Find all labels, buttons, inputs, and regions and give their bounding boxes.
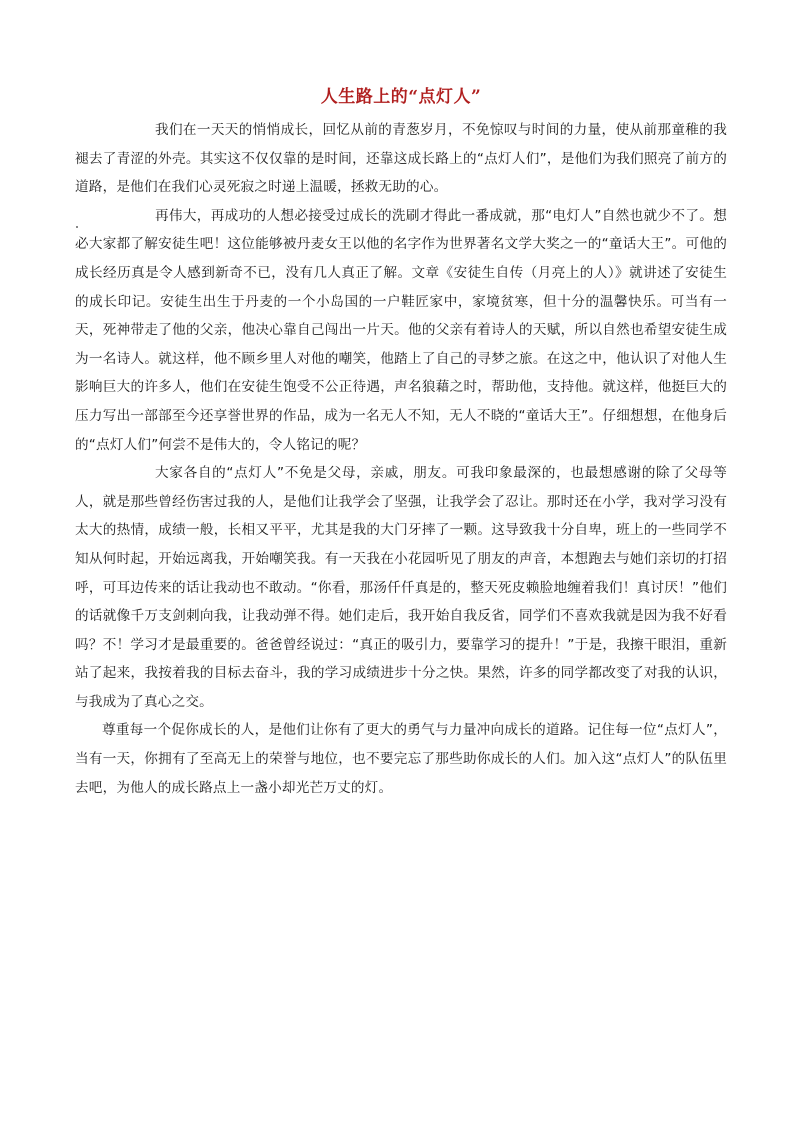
- document-page: [75, 84, 727, 802]
- paragraph-andersen: 再伟大，再成功的人想必接受过成长的洗刷才得此一番成就，那“电灯人”自然也就少不了。想必大家都了解安徒生吧！这位能够被丹麦女王以他的名字作为世界著名文学大奖之一的“童话大王”。可他的成长经历真是令人感到新奇不已，没有几人真正了解。文章《安徒生自传（月亮上的人）》就讲述了安徒生的成长印记。安徒生出生于丹麦的一个小岛国的一户鞋匠家中，家境贫寒，但十分的温馨快乐。可当有一天，死神带走了他的父亲，他决心靠自己闯出一片天。他的父亲有着诗人的天赋，所以自然也希望安徒生成为一名诗人。就这样，他不顾乡里人对他的嘲笑，他踏上了自己的寻梦之旅。在这之中，他认识了对他人生影响巨大的许多人，他们在安徒生饱受不公正待遇，声名狼藉之时，帮助他，支持他。就这样，他挺巨大的压力写出一部部至今还享誉世界的作品，成为一名无人不知，无人不晓的“童话大王”。仔细想想，在他身后的“点灯人们”何尝不是伟大的，令人铭记的呢？: [75, 207, 727, 453]
- paragraph-personal-story: 大家各自的“点灯人”不免是父母，亲戚，朋友。可我印象最深的，也最想感谢的除了父母等人，就是那些曾经伤害过我的人，是他们让我学会了坚强，让我学会了忍让。那时还在小学，我对学习没有太大的热情，成绩一般，长相又平平，尤其是我的大门牙摔了一颗。这导致我十分自卑，班上的一些同学不知从何时起，开始远离我，开始嘲笑我。有一天我在小花园听见了朋友的声音，本想跑去与她们亲切的打招呼，可耳边传来的话让我动也不敢动。“你看，那汤仟仟真是的，整天死皮赖脸地缠着我们！真讨厌！”他们的话就像千万支剑刺向我，让我动弹不得。她们走后，我开始自我反省，同学们不喜欢我就是因为我不好看吗？不！学习才是最重要的。爸爸曾经说过：“真正的吸引力，要靠学习的提升！”于是，我擦干眼泪，重新站了起来，我按着我的目标去奋斗，我的学习成绩进步十分之快。果然，许多的同学都改变了对我的认识，与我成为了真心之交。: [75, 465, 727, 710]
- paragraph-intro: 我们在一天天的悄悄成长，回忆从前的青葱岁月，不免惊叹与时间的力量，使从前那童稚的我褪去了青涩的外壳。其实这不仅仅靠的是时间，还靠这成长路上的“点灯人们”，是他们为我们照亮了前方的道路，是他们在我们心灵死寂之时递上温暖，拯救无助的心。: [75, 122, 727, 196]
- paragraph-conclusion: 尊重每一个促你成长的人，是他们让你有了更大的勇气与力量冲向成长的道路。记住每一位“点灯人”，当有一天，你拥有了至高无上的荣誉与地位，也不要完忘了那些助你成长的人们。加入这“点灯人”的队伍里去吧，为他人的成长路点上一盏小却光芒万丈的灯。: [75, 722, 727, 796]
- page-title: 人生路上的“点灯人”: [320, 87, 482, 107]
